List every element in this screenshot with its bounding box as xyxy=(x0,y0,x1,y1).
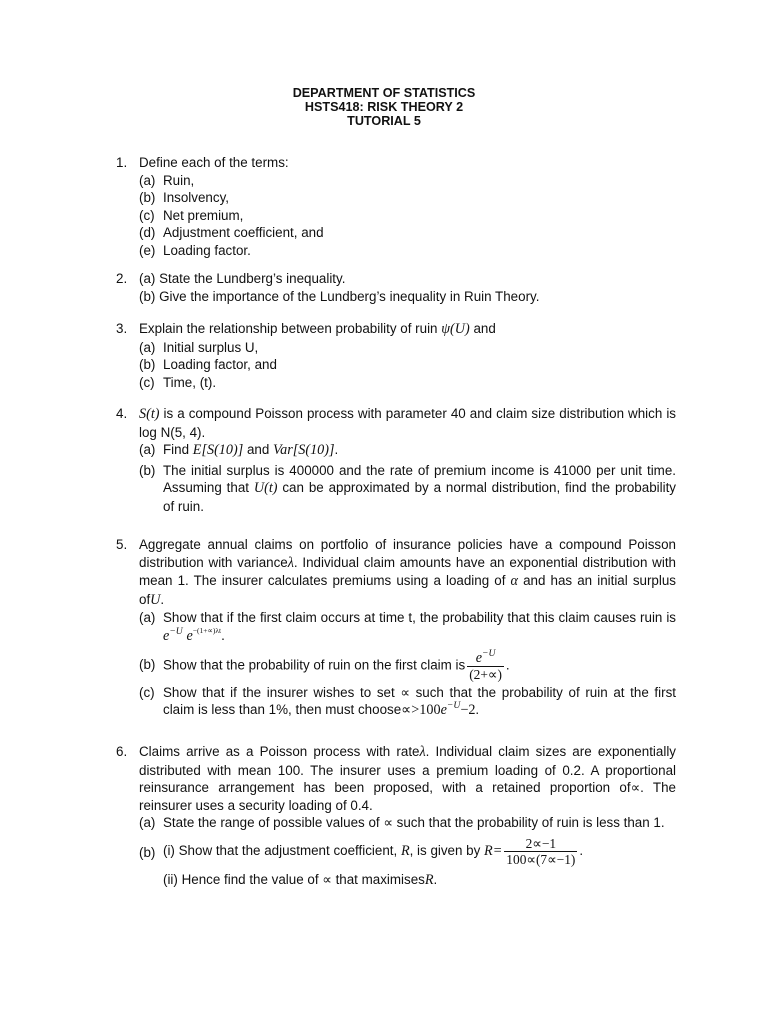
question-text: Aggregate annual claims on portfolio of insurance policies have a compound Poisson distribution with varianceλ. Individual claim amounts have an exponential distribution with mean 1. The insurer calculates premiums using a loading of α and has an initial surplus ofU. xyxy=(139,537,676,608)
fraction: $\frac{e^{-U}}{(2+\propto)}$ xyxy=(469,647,502,682)
document-header xyxy=(0,86,768,129)
list-item: (c) Time, (t). xyxy=(139,374,217,390)
fraction: $\frac{2\propto-1}{100\propto(7\propto-1)}$ xyxy=(506,835,576,867)
tutorial-title: TUTORIAL 5 xyxy=(347,114,421,129)
question-number: 4. xyxy=(116,406,128,421)
question-text: Explain the relationship between probability of ruin ψ(U) and xyxy=(139,321,496,337)
question-number: 2. xyxy=(116,271,128,286)
question-text: Claims arrive as a Poisson process with rateλ. Individual claim sizes are exponentially distributed with mean 100. The insurer uses a premium loading of 0.2. A proportional reinsurance arrangement has been proposed, with a retained proportion of∝. The reinsurer uses a security loading of 0.4. xyxy=(139,744,676,813)
question-1 xyxy=(116,154,676,260)
question-part-b-ii: (ii) Hence find the value of ∝ that maximisesR. xyxy=(163,871,438,888)
list-item: (b) Loading factor, and xyxy=(139,357,277,373)
list-item: (d) Adjustment coefficient, and xyxy=(139,225,324,241)
question-number: 5. xyxy=(116,537,128,552)
question-text: Define each of the terms: xyxy=(139,155,289,170)
course-title: HSTS418: RISK THEORY 2 xyxy=(304,100,464,115)
question-part-a: (a) Find E[S(10)] and Var[S(10)]. xyxy=(139,442,339,459)
psi-formula: ψ(U) xyxy=(441,321,470,337)
question-part-b: (b) (i) Show that the adjustment coefficient, R, is given by R= $\frac{2\propto-1}{100\propto(7\propto-1)}$ . xyxy=(139,835,584,867)
question-text: S(t) is a compound Poisson process with parameter 40 and claim size distribution which is log N(5, 4). xyxy=(139,406,676,440)
question-3 xyxy=(116,320,676,391)
question-part-a: (a) Show that if the first claim occurs at time t, the probability that this claim causes ruin is $e^{-U}$ $e^{-(1+\propto)\lambda t}$. xyxy=(139,610,676,644)
list-item: (e) Loading factor. xyxy=(139,242,251,258)
list-item: (a) Ruin, xyxy=(139,172,195,188)
question-5 xyxy=(116,536,676,720)
question-part-b: (b) The initial surplus is 400000 and the rate of premium income is 41000 per unit time. Assuming that U(t) can be approximated by a normal distribution, find the probability of ruin. xyxy=(139,462,676,514)
department-title: DEPARTMENT OF STATISTICS xyxy=(292,86,476,100)
question-number: 3. xyxy=(116,321,128,336)
list-item: (b) Insolvency, xyxy=(139,190,229,206)
question-4 xyxy=(116,405,676,516)
question-part-a: (a) State the range of possible values of ∝ such that the probability of ruin is less than 1. xyxy=(139,815,665,831)
question-number: 1. xyxy=(116,155,128,170)
question-2 xyxy=(116,270,676,305)
question-number: 6. xyxy=(116,744,128,759)
question-part-b: (b) Give the importance of the Lundberg’s inequality in Ruin Theory. xyxy=(139,288,540,304)
question-6 xyxy=(116,743,676,890)
list-item: (a) Initial surplus U, xyxy=(139,339,259,355)
question-part-a: (a) State the Lundberg’s inequality. xyxy=(139,271,346,286)
question-part-b: (b) Show that the probability of ruin on the first claim is $\frac{e^{-U}}{(2+\propto)}$ . xyxy=(139,647,510,682)
list-item: (c) Net premium, xyxy=(139,207,244,223)
question-part-c: (c) Show that if the insurer wishes to set ∝ such that the probability of ruin at the first claim is less than 1%, then must $choose\propto>100e^{-U}-2$. xyxy=(139,684,676,719)
